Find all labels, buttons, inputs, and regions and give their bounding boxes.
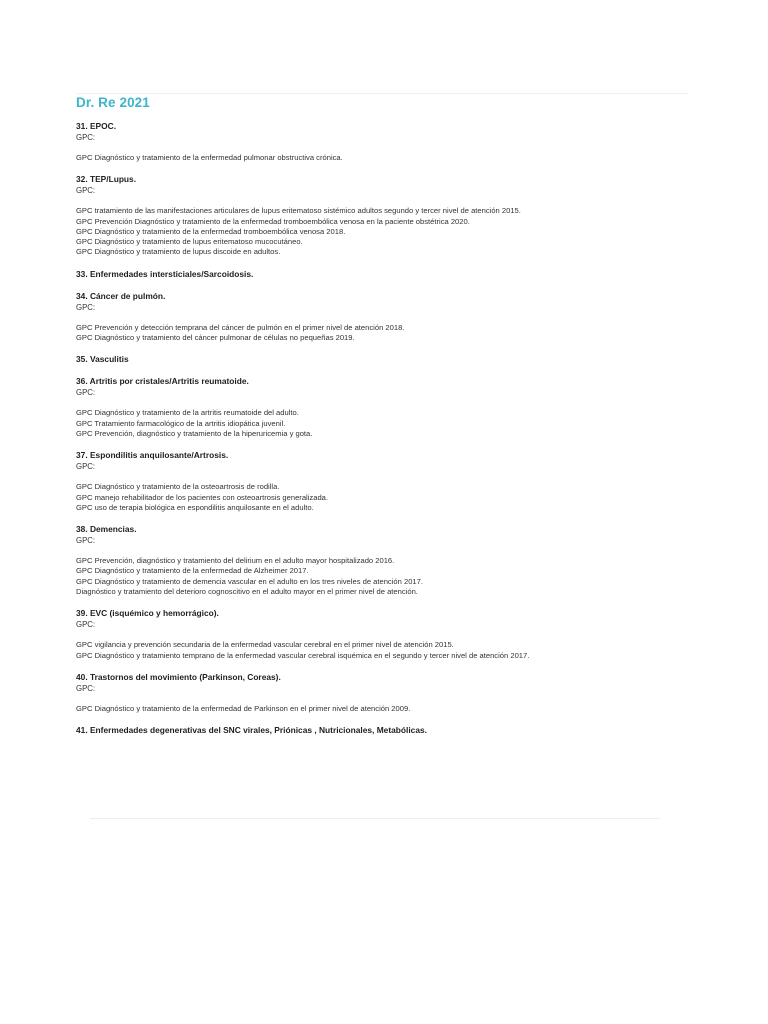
guideline-item: GPC Diagnóstico y tratamiento de la enfermedad pulmonar obstructiva crónica.	[76, 153, 343, 162]
guideline-item: GPC tratamiento de las manifestaciones articulares de lupus eritematoso sistémico adultos segundo y tercer nivel de atención 2015.	[76, 206, 521, 216]
guideline-list	[76, 704, 716, 714]
guideline-list	[76, 408, 716, 439]
guideline-list	[76, 153, 716, 163]
guideline-item: Diagnóstico y tratamiento del deterioro cognoscitivo en el adulto mayor en el primer nivel de atención.	[76, 587, 418, 597]
guideline-item: GPC Diagnóstico y tratamiento de la enfermedad tromboembólica venosa 2018.	[76, 226, 346, 236]
guideline-item: GPC vigilancia y prevención secundaria de la enfermedad vascular cerebral en el primer nivel de atención 2015.	[76, 640, 454, 650]
guideline-item: GPC Prevención y detección temprana del cáncer de pulmón en el primer nivel de atención 2018.	[76, 322, 405, 332]
guideline-section	[76, 608, 716, 661]
guideline-list	[76, 323, 716, 344]
guideline-section	[76, 174, 716, 257]
page-title: Dr. Re 2021	[76, 95, 150, 110]
guideline-item: GPC Tratamiento farmacológico de la artritis idiopática juvenil.	[76, 418, 286, 428]
guideline-item: GPC Diagnóstico y tratamiento de la osteoartrosis de rodilla.	[76, 482, 280, 492]
guideline-section	[76, 291, 716, 344]
guideline-item: GPC manejo rehabilitador de los pacientes con osteoartrosis generalizada.	[76, 492, 329, 502]
section-title: 40. Trastornos del movimiento (Parkinson, Coreas).	[76, 671, 281, 682]
guideline-item: GPC uso de terapia biológica en espondilitis anquilosante en el adulto.	[76, 502, 314, 512]
section-title: 33. Enfermedades intersticiales/Sarcoidosis.	[76, 268, 254, 279]
guideline-section	[76, 672, 716, 714]
guideline-section	[76, 376, 716, 439]
header-divider	[76, 93, 688, 94]
guideline-item: GPC Prevención, diagnóstico y tratamiento de la hiperuricemia y gota.	[76, 428, 313, 438]
section-title: 38. Demencias.	[76, 524, 137, 535]
section-title: 36. Artritis por cristales/Artritis reumatoide.	[76, 376, 249, 387]
gpc-label: GPC:	[76, 133, 96, 142]
guideline-list	[76, 482, 716, 513]
gpc-label: GPC:	[76, 683, 96, 693]
guideline-item: GPC Diagnóstico y tratamiento del cáncer pulmonar de células no pequeñas 2019.	[76, 333, 355, 343]
guideline-item: GPC Prevención, diagnóstico y tratamiento del delirium en el adulto mayor hospitalizado 2016.	[76, 556, 395, 566]
guideline-section	[76, 450, 716, 513]
section-title: 37. Espondilitis anquilosante/Artrosis.	[76, 450, 229, 461]
section-title: 31. EPOC.	[76, 121, 117, 131]
guideline-item: GPC Diagnóstico y tratamiento de demencia vascular en el adulto en los tres niveles de atención 2017.	[76, 576, 423, 586]
guideline-item: GPC Diagnóstico y tratamiento temprano de la enfermedad vascular cerebral isquémica en el segundo y tercer nivel de atención 2017.	[76, 650, 530, 660]
gpc-label: GPC:	[76, 536, 96, 546]
gpc-label: GPC:	[76, 302, 96, 312]
section-title: 34. Cáncer de pulmón.	[76, 290, 166, 301]
guideline-item: GPC Diagnóstico y tratamiento de la enfermedad de Alzheimer 2017.	[76, 566, 309, 576]
gpc-label: GPC:	[76, 462, 96, 472]
guideline-item: GPC Diagnóstico y tratamiento de la artritis reumatoide del adulto.	[76, 408, 299, 418]
guideline-section	[76, 354, 716, 365]
guideline-section	[76, 524, 716, 597]
guideline-item: GPC Prevención Diagnóstico y tratamiento de la enfermedad tromboembólica venosa en la paciente obstétrica 2020.	[76, 216, 470, 226]
section-title: 32. TEP/Lupus.	[76, 174, 137, 185]
guideline-list	[76, 556, 716, 597]
guideline-section	[76, 269, 716, 280]
gpc-label: GPC:	[76, 186, 96, 196]
section-title: 39. EVC (isquémico y hemorrágico).	[76, 608, 219, 619]
guideline-item: GPC Diagnóstico y tratamiento de lupus eritematoso mucocutáneo.	[76, 237, 303, 247]
guideline-item: GPC Diagnóstico y tratamiento de lupus discoide en adultos.	[76, 247, 281, 257]
footer-divider	[90, 818, 660, 819]
guideline-list	[76, 640, 716, 661]
section-title: 35. Vasculitis	[76, 354, 129, 365]
gpc-label: GPC:	[76, 388, 96, 398]
document-content	[76, 121, 716, 747]
guideline-item: GPC Diagnóstico y tratamiento de la enfermedad de Parkinson en el primer nivel de atención 2009.	[76, 703, 411, 713]
guideline-section	[76, 725, 716, 736]
guideline-list	[76, 206, 716, 257]
section-title: 41. Enfermedades degenerativas del SNC virales, Priónicas , Nutricionales, Metabólicas.	[76, 725, 427, 736]
guideline-section	[76, 121, 716, 163]
gpc-label: GPC:	[76, 620, 96, 630]
